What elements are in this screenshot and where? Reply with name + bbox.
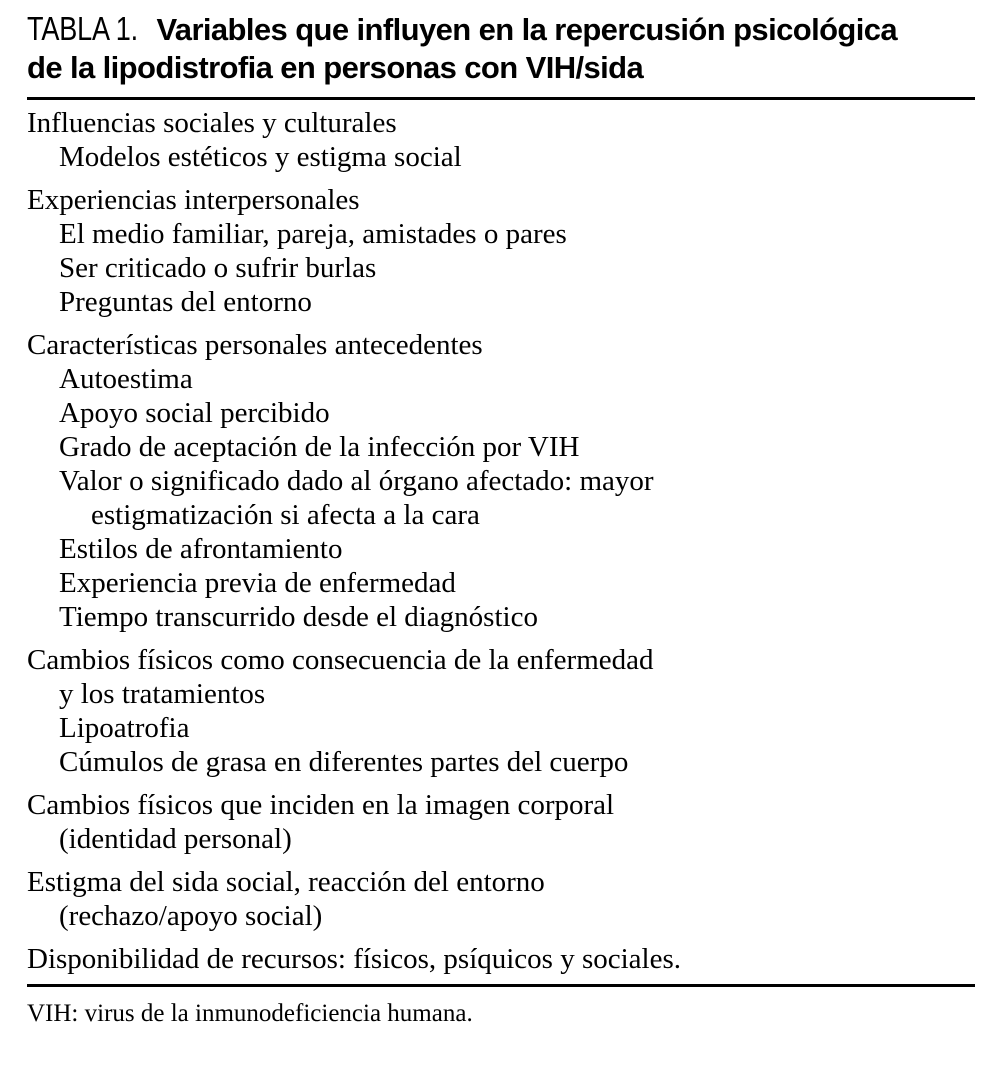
- group-heading: Disponibilidad de recursos: físicos, psíquicos y sociales.: [27, 943, 682, 975]
- variable-group: [27, 788, 975, 856]
- bottom-rule: [27, 984, 975, 987]
- group-item: Autoestima: [59, 363, 193, 395]
- table-title-line-2: de la lipodistrofia en personas con VIH/sida: [27, 50, 644, 85]
- table-caption: [27, 10, 975, 87]
- table-figure: [27, 10, 975, 1029]
- group-item: Grado de aceptación de la infección por VIH: [59, 431, 580, 463]
- variable-group: [27, 183, 975, 319]
- group-item: Lipoatrofia: [59, 712, 190, 744]
- group-item: Tiempo transcurrido desde el diagnóstico: [59, 601, 538, 633]
- group-heading-continuation: y los tratamientos: [59, 678, 266, 710]
- group-heading: Características personales antecedentes: [27, 329, 483, 361]
- group-item: Apoyo social percibido: [59, 397, 330, 429]
- group-heading: Cambios físicos como consecuencia de la enfermedad: [27, 644, 654, 676]
- variable-group: [27, 328, 975, 634]
- table-footnote: VIH: virus de la inmunodeficiencia humana.: [27, 1000, 473, 1027]
- group-item: Valor o significado dado al órgano afectado: mayor: [59, 465, 654, 497]
- group-item: Experiencia previa de enfermedad: [59, 567, 456, 599]
- group-item: El medio familiar, pareja, amistades o pares: [59, 218, 567, 250]
- group-heading: Estigma del sida social, reacción del entorno: [27, 866, 545, 898]
- group-heading: Cambios físicos que inciden en la imagen corporal: [27, 789, 615, 821]
- group-item: Estilos de afrontamiento: [59, 533, 343, 565]
- variable-group: [27, 643, 975, 779]
- group-heading: Influencias sociales y culturales: [27, 107, 397, 139]
- group-heading-continuation: (rechazo/apoyo social): [59, 900, 323, 932]
- group-item: Modelos estéticos y estigma social: [59, 141, 462, 173]
- group-heading: Experiencias interpersonales: [27, 184, 360, 216]
- caption-line-1: [27, 10, 975, 49]
- table-label: TABLA 1.: [27, 10, 139, 47]
- group-heading-continuation: (identidad personal): [59, 823, 292, 855]
- group-item: Ser criticado o sufrir burlas: [59, 252, 377, 284]
- table-title-line-1: Variables que influyen en la repercusión psicológica: [156, 12, 898, 47]
- group-item: Preguntas del entorno: [59, 286, 312, 318]
- variable-group: [27, 865, 975, 933]
- group-item: Cúmulos de grasa en diferentes partes del cuerpo: [59, 746, 629, 778]
- variable-group: [27, 942, 975, 976]
- variable-group: [27, 106, 975, 174]
- group-item-continuation: estigmatización si afecta a la cara: [91, 499, 480, 531]
- caption-line-2: [27, 49, 975, 87]
- table-body: [27, 100, 975, 984]
